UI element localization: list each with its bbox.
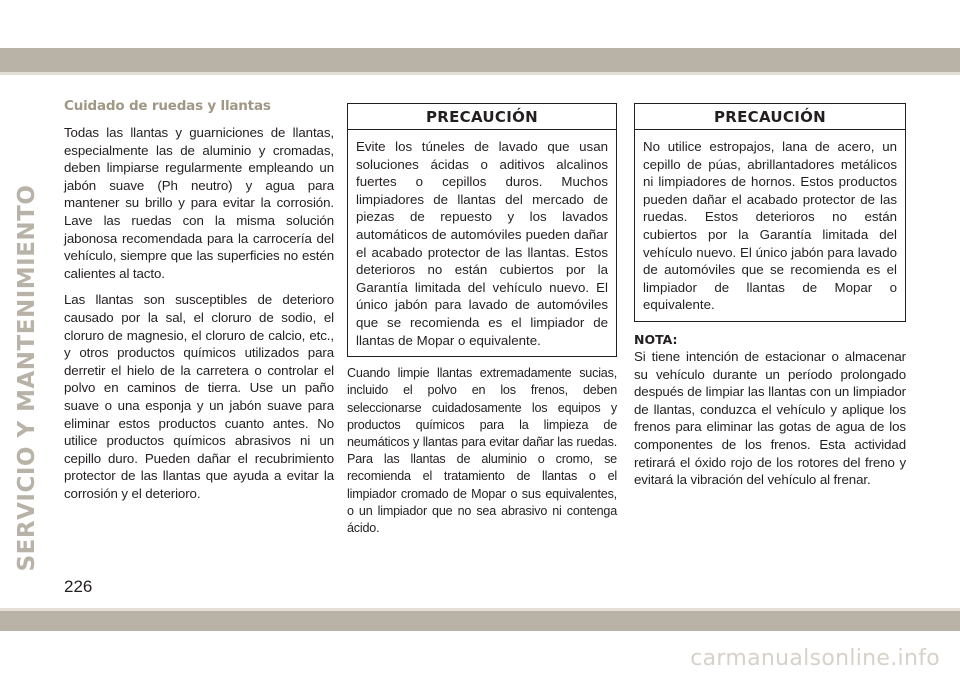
section-heading: Cuidado de ruedas y llantas [64, 98, 271, 114]
paragraph-2: Las llantas son susceptibles de deterioro causado por la sal, el cloruro de sodio, el cloruro de magnesio, el cloruro de calcio, etc., y otros productos químicos utilizados para derretir el hielo de la carretera o controlar el polvo en caminos de tierra. Use un paño suave o una esponja y un jabón suave para eliminar estos productos cuanto antes. No utilice productos químicos abrasivos ni un cepillo duro. Pueden dañar el recubrimiento protector de las llantas que ayuda a evitar la corrosión y el deterioro. [64, 292, 334, 501]
footer-band [0, 611, 960, 631]
column-2 [347, 98, 617, 545]
header-band [0, 48, 960, 72]
caution-title-1: PRECAUCIÓN [348, 104, 616, 130]
column-1 [64, 98, 334, 511]
caution-box-2 [634, 103, 906, 322]
caution-title-2: PRECAUCIÓN [635, 104, 905, 130]
note-label: NOTA: [634, 331, 678, 347]
top-margin [0, 0, 960, 48]
page-number: 226 [64, 577, 93, 596]
paragraph-1: Todas las llantas y guarniciones de llantas, especialmente las de aluminio y cromadas, deben limpiarse regularmente empleando un jabón suave (Ph neutro) y agua para mantener su brillo y para evitar la corrosión. Lave las ruedas con la misma solución jabonosa recomendada para la carrocería del vehículo, siempre que las superficies no estén calientes al tacto. [64, 125, 334, 281]
paragraph-3: Cuando limpie llantas extremadamente sucias, incluido el polvo en los frenos, deben seleccionarse cuidadosamente los equipos y productos químicos para la limpieza de neumáticos y llantas para evitar dañar las ruedas. Para las llantas de aluminio o cromo, se recomienda el tratamiento de llantas o el limpiador cromado de Mopar o sus equivalentes, o un limpiador que no sea abrasivo ni contenga ácido. [347, 366, 617, 535]
caution-box-1 [347, 103, 617, 357]
caution-text-2: No utilice estropajos, lana de acero, un cepillo de púas, abrillantadores metálicos ni limpiadores de hornos. Estos productos pueden dañar el acabado protector de las ruedas. Estos deterioros no están cubiertos por la Garantía limitada del vehículo nuevo. El único jabón para lavado de automóviles que se recomienda es el limpiador de llantas de Mopar o equivalente. [643, 139, 897, 313]
column-3 [634, 98, 906, 497]
caution-text-1: Evite los túneles de lavado que usan soluciones ácidas o aditivos alcalinos fuertes o cepillos duros. Muchos limpiadores de llantas del mercado de piezas de repuesto y los lavados automáticos de automóviles pueden dañar el acabado protector de las llantas. Estos deterioros no están cubiertos por la Garantía limitada del vehículo nuevo. El único jabón para lavado de automóviles que se recomienda es el limpiador de llantas de Mopar o equivalente. [356, 139, 608, 348]
section-side-title-text: SERVICIO Y MANTENIMIENTO [14, 184, 40, 572]
header-rule [0, 72, 960, 75]
watermark: carmanualsonline.info [690, 646, 940, 671]
note-text: Si tiene intención de estacionar o almacenar su vehículo durante un período prolongado después de limpiar las llantas con un limpiador de llantas, conduzca el vehículo y aplique los frenos para eliminar las gotas de agua de los componentes de los frenos. Esta actividad retirará el óxido rojo de los rotores del freno y evitará la vibración del vehículo al frenar. [634, 348, 906, 488]
